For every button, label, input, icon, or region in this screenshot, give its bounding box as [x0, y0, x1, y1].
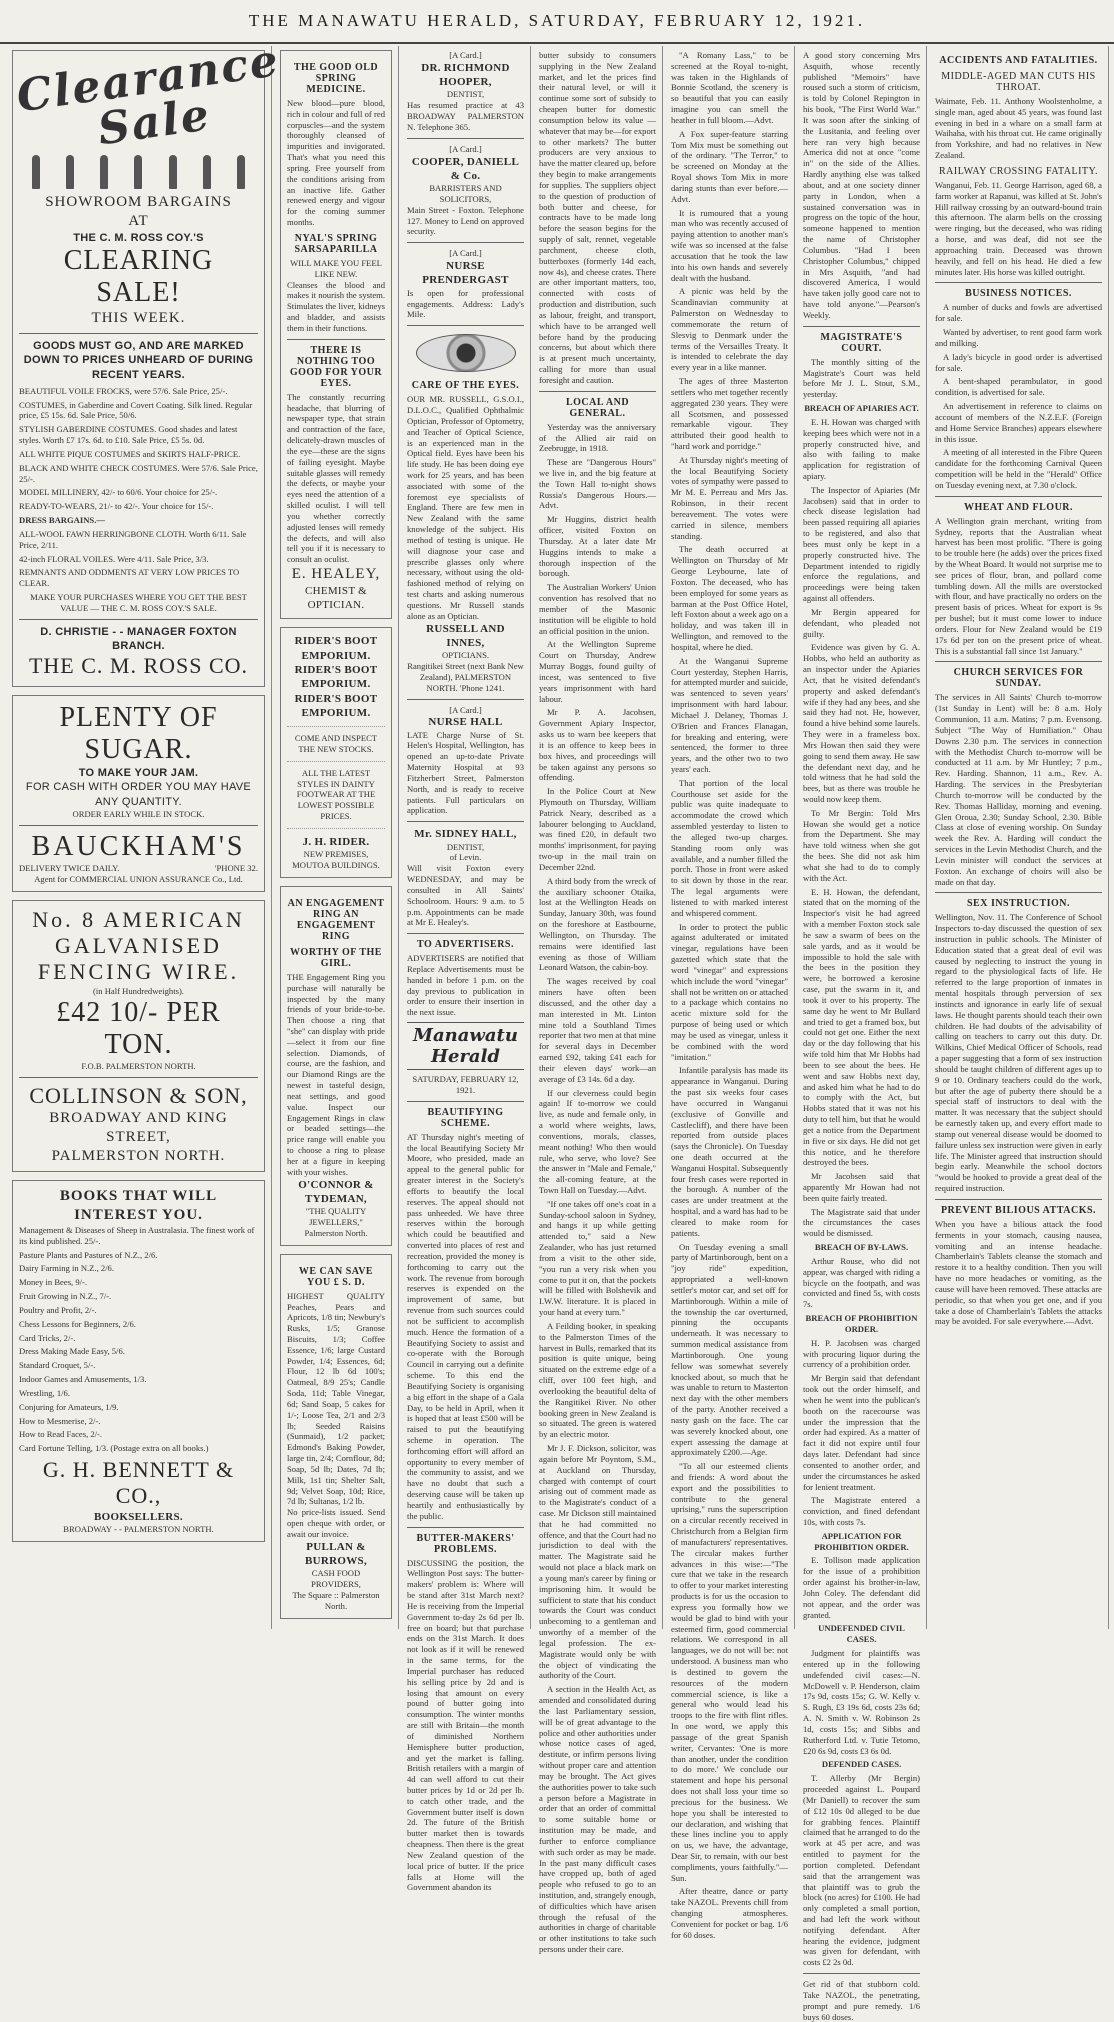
russell-address: Rangitikei Street (next Bank New Zealand), PALMERSTON NORTH. 'Phone 1241.: [407, 661, 524, 693]
book-list: [19, 1225, 258, 1454]
news-item: A section in the Health Act, as amended and consolidated during the last Parliamentary session, will be of great advantage to the police and other authorities under whose notice cases of aged, destitute, or infirm persons living without proper care and attention may be brought. The Act gives the authorities power to take such a person before a Magistrate in order that an order of committal to some suitable home or institution may be made, and further to enforce compliance with such order as may be made. In the past many difficult cases have cropped up, both of aged people who refused to go to an institution, and, strangely enough, of difficulties which have arisen through the refusal of the authorities in charge of charitable or other institutions to take such persons under their care.: [539, 1684, 656, 1955]
news-item: The wages received by coal miners have often been discussed, and the other day a man interested in Mt. Linton mine told a Southland Times reporter that two men at that mine for several days in December earned £92, taking £41 each for their eleven days' work—an average of £3 14s. 6d a day.: [539, 976, 656, 1084]
eyes-heading: THERE IS NOTHING TOO GOOD FOR YOUR EYES.: [289, 344, 383, 389]
column-4: [533, 46, 663, 1955]
barristers: BARRISTERS AND SOLICITORS,: [429, 183, 502, 204]
save-heading: WE CAN SAVE YOU £ S. D.: [298, 1265, 374, 1288]
herald-nameplate: Manawatu Herald: [407, 1022, 524, 1070]
accidents-heading: ACCIDENTS AND FATALITIES.: [939, 55, 1098, 66]
news-item: "If one takes off one's coat in a Sunday-school saloon in Sydney, and hangs it up while getting attended to," said a New Zealander, who has just returned from a visit to the other side, "you run a very risk when you come to put it on, that the pockets will be filled with Bolshevik and I.W.W. literature. It is placed in your hand at every turn.": [539, 1198, 656, 1318]
opticians: OPTICIANS.: [441, 650, 490, 661]
column-1: [6, 35, 283, 1629]
court-item: The monthly sitting of the Magistrate's Court was held before Mr J. L. Stout, S.M., yesterday.: [803, 356, 920, 400]
to-advertisers: TO ADVERTISERS.: [417, 939, 514, 951]
news-item: On Tuesday evening a small party of Martinborough, bent on a "joy ride" expedition, appropriated a well-known settler's motor car, and set off for Martinborough. Within a mile of the township the car overturned, pinning the occupants underneath. It was necessary to summon medical assistance from Martinborough. One young fellow was somewhat severely knocked about, so much that he was unable to return to Masterton next day with the other members of the party. Another received a nasty gash on the face. The car was severely knocked about, one expert assessing the damage at approximately £200.—Age.: [671, 1241, 788, 1458]
spring-medicine-heading: THE GOOD OLD SPRING MEDICINE.: [293, 62, 379, 95]
court-subhead: DEFENDED CASES.: [821, 1759, 902, 1770]
sale-item: ALL-WOOL FAWN HERRINGBONE CLOTH. Worth 6/11. Sale Price, 2/11.: [19, 528, 247, 550]
notice-item: A bent-shaped perambulator, in good condition, is advertised for sale.: [935, 376, 1102, 398]
sale-item: 42-inch FLORAL VOILES. Were 4/11. Sale Price, 3/3.: [19, 553, 209, 564]
sex-instruction-heading: SEX INSTRUCTION.: [966, 898, 1071, 910]
book-item: Wrestling, 1/6.: [19, 1387, 70, 1398]
news-item: Yesterday was the anniversary of the Allied air raid on Zeebrugge, in 1918.: [539, 421, 656, 454]
jh-rider: J. H. RIDER.: [302, 835, 370, 848]
nyals-body: Cleanses the blood and makes it nourish the system. Stimulates the liver, kidneys and bladder, and assists them in their functions.: [287, 279, 385, 333]
news-item: Mr J. F. Dickson, solicitor, was again before Mr Poyntom, S.M., at Auckland on Thursday, charged with contempt of court arising out of comment made as to the Magistrate's conduct of a case. Mr Dickson still maintained that he had committed no offence, and that the Court had no jurisdiction to deal with the matter. The Magistrate said he would not place a black mark on a young man's career by fining or imprisoning him. It would be sufficient to state that his conduct towards the Court was conduct unbecoming to a gentleman and unworthy of a member of the legal profession. The ex-Magistrate would only be with the object of vindicating the authority of the Court.: [539, 1443, 657, 1681]
broadway-king: BROADWAY AND KING STREET,: [49, 1110, 228, 1145]
news-item: These are "Dangerous Hours" we live in, and the big feature at the Town Hall to-night shows Russia's Dangerous Hours.—Advt.: [539, 457, 656, 511]
news-item: It is rumoured that a young man who was recently accused of paying attention to another man's wife was so incensed at the false accusation that he took the law into his own hands and severely dealt with the husband.: [671, 207, 788, 283]
court-subhead: BREACH OF PROHIBITION ORDER.: [805, 1313, 918, 1334]
court-item: Evidence was given by G. A. Hobbs, who held an authority as an inspector under the Apiaries Act, that he visited defendant's property and asked defendant's wife if they had any bees, and she said they had not. He, however, found a hive behind some laurels. They were in a frameless box. Mrs Howan then said they were going to send them away. He saw the defendant next day, and he told witness that he had sold the bees, but as there was trouble he would now keep them.: [803, 642, 920, 804]
this-week: THIS WEEK.: [91, 310, 186, 327]
court-subhead: UNDEFENDED CIVIL CASES.: [818, 1623, 905, 1645]
column-3: [401, 46, 531, 1893]
column-2: [274, 46, 399, 1629]
rider-ad: [280, 627, 392, 878]
nazol-ad: Get rid of that stubborn cold. Take NAZOL, the penetrating, prompt and pure remedy. 1/6 buys 60 doses.: [803, 1979, 920, 2022]
court-item: The Inspector of Apiaries (Mr Jacobsen) said that in order to check disease legislation had been passed requiring all apiaries to be registered, and also that bees must only be kept in a properly constructed hive. The Department intended to rigidly enforce the regulations, and proceedings were being taken against all offenders.: [803, 484, 920, 604]
plenty-of-sugar: PLENTY OF SUGAR.: [59, 701, 218, 765]
column-5: [665, 46, 795, 1940]
russell-innes: RUSSELL AND INNES,: [426, 622, 505, 649]
make-purchases: MAKE YOUR PURCHASES WHERE YOU GET THE BEST VALUE — THE C. M. ROSS COY.'S SALE.: [30, 592, 247, 613]
lowest-prices: LOWEST POSSIBLE PRICES.: [297, 800, 375, 822]
nyals-heading: NYAL'S SPRING SARSAPARILLA: [294, 232, 378, 255]
nurse-hall-body: LATE Charge Nurse of St. Helen's Hospital, Wellington, has opened an up-to-date Private Maternity Hospital at 93 Fitzherbert Street, Palmerston North, and is ready to receive patients. Full particulars on application.: [407, 729, 524, 816]
news-item: Mr P. A. Jacobsen, Government Apiary Inspector, asks us to warn bee keepers that it is an offence to keep bees in box hives, and proceedings will be taken against any persons so offending.: [539, 707, 656, 783]
court-item: T. Allerby (Mr Bergin) proceeded against L. Poupard (Mr Daniell) to recover the sum of £12 10s 0d alleged to be due for grabbing fences. Plaintiff claimed that he arranged to do the work at 45 per acre, and was entitled to payment for the portion completed. Defendant said that the arrangement was that plaintiff was to grub the block (no acres) for £100. He had only completed a small portion, and had left the work without notifying defendant. After hearing the evidence, judgment was given for defendant, with costs £2 2s 0d.: [803, 1773, 920, 1968]
book-item: Dairy Farming in N.Z., 2/6.: [19, 1263, 114, 1274]
magistrates-court-body: [803, 357, 920, 1968]
masthead: [0, 0, 1114, 44]
column-5-body: [671, 50, 788, 1941]
sale-item: BLACK AND WHITE CHECK COSTUMES. Were 57/6. Sale Price, 25/-.: [19, 462, 258, 484]
sidney-hall: Mr. SIDNEY HALL,: [414, 828, 517, 841]
collinson-ad: [12, 900, 265, 1173]
cooper-daniell: COOPER, DANIELL & Co.: [411, 155, 520, 182]
notice-item: Wanted by advertiser, to rent good farm work and milking.: [935, 327, 1102, 348]
butter-body: DISCUSSING the position, the Wellington Post says: The butter-makers' problem is: Where will be stand after 31st March next? He is receiving from the Imperial Government to-day 2s 6d per lb. free on board; but that purchase ends on the 31st March. It does not look as if it will be renewed in the same terms, for the Imperial purchaser has reduced his selling price by 2d and is losing that amount on every pound of butter going into consumption. The winter months are still with Britain—the month of diminished Northern Hemisphere butter production, and yet the market is falling. British retailers with a margin of 4d can well afford to cut their butter prices by 1d or 2d per lb. to catch other trade, and the Government butter itself is down 2d. The future of the British butter market then is towards cheapness. Then there is the great New Zealand question of the local price of butter. If the price falls at Home will the Government abandon its: [407, 1557, 524, 1893]
rider-emporium-3: RIDER'S BOOT EMPORIUM.: [294, 692, 378, 719]
oconnor-tydeman: O'CONNOR & TYDEMAN,: [298, 1178, 374, 1205]
court-subhead: BREACH OF BY-LAWS.: [814, 1242, 909, 1253]
sale-item: STYLISH GABERDINE COSTUMES. Good shades and latest styles. Worth £7 17s. 6d. to £10. Sale Price, £5 5s. 0d.: [19, 424, 238, 446]
sale-item: READY-TO-WEARS, 21/- to 42/-. Your choice for 15/-.: [19, 501, 214, 512]
court-item: Judgment for plaintiffs was entered up in the following undefended civil cases:—N. McDowell v. P. Henderson, claim 17s 9d, costs 15s; G. W. Kelly v. S. Rugh, £3 19s 6d, costs 23s 6d; A. N. Smith v. W. Robinson 2s 1d, costs 15s; and Sibbs and Rutherford Ltd. v. Tutie Tetomo, £20 6s 9d, costs £3 6s 0d.: [803, 1648, 920, 1756]
wheat-flour-heading: WHEAT AND FLOUR.: [963, 501, 1074, 513]
news-item: A picnic was held by the Scandinavian community at Palmerston on Wednesday to commemorate the return of Slesvig to Denmark under the terms of the Versailles Treaty. It is intended to celebrate the day every year in a like manner.: [671, 286, 788, 373]
news-item: Infantile paralysis has made its appearance in Wanganui. During the past six weeks four cases have occurred in Wanganui (exclusive of Gonville and Castlecliff), and there have been reported from outside places (says the Chronicle). On Tuesday one death occurred at the Wanganui Hospital. Subsequently four fresh cases were reported in the borough. A number of the cases are under treatment at the hospital, and a ward has had to be cleared to make room for patients.: [671, 1065, 788, 1238]
column-7: [929, 46, 1109, 1629]
book-item: Pasture Plants and Pastures of N.Z., 2/6.: [19, 1249, 158, 1260]
notice-item: A number of ducks and fowls are advertised for sale.: [935, 302, 1102, 324]
news-item: After theatre, dance or party take NAZOL. Prevents chill from changing atmospheres. Convenient for pocket or bag. 1/6 for 60 doses.: [671, 1886, 788, 1940]
butter-continued: butter subsidy to consumers supplying in the New Zealand market, and let the prices find their natural level, or will it continue some sort of subsidy to cheapen butter for domestic consumption below its value —whatever that may be—for export to other markets? The butter producers are very anxious to have the matter cleared up, before they begin to make arrangements for supplies. The suppliers object to the question of production of both butter and cheese, for contracts have to be made long before the season begins for the supply of salt, rennet, vegetable parchment, cheese cloth, butterboxes (formerly 14d each, now 4s), and cheese crates. There are other important matters, too, connected with costs of production and distribution, such as labour, freight, and transport, which have to be arranged well before hand by the producing concerns, but about which there is at present much uncertainty, calling for more than usual foresight and caution.: [539, 50, 656, 385]
sale-item: COSTUMES, in Gaberdine and Covert Coating. Silk lined. Regular price, £5 15s. 6d. Sale Price, 50/6.: [19, 399, 253, 421]
news-item: That portion of the local Courthouse set aside for the public was quite inadequate to accommodate the crowd which assembled yesterday to listen to the alleged two-up charges. Standing room only was available, and a number filled the porch. Those in front were asked to sit down by those in the rear. The legal arguments were listened to with marked interest and whispered comment.: [671, 777, 788, 918]
book-item: Money in Bees, 9/-.: [19, 1277, 88, 1288]
engagement-body: THE Engagement Ring you purchase will naturally be inspected by the many friends of your bride-to-be. Then choose a ring that "she" can display with pride—select it from our fine selection. Diamonds, of course, are the fashion, and our Diamond Rings are the newest in tasteful design, neat settings, and good value. Inspect our Engagement Rings in claw or beaded settings—the price range will enable you to choose a ring to please her at a figure in keeping with your wishes.: [287, 971, 385, 1177]
card-label: [A Card.]: [449, 50, 482, 60]
court-subhead: BREACH OF APIARIES ACT.: [804, 403, 919, 414]
nyals-sub: WILL MAKE YOU FEEL LIKE NEW.: [290, 257, 382, 279]
news-item: At Thursday night's meeting of the local Beautifying Society votes of sympathy were passed to Mr M. E. Perreau and Mrs Jas. Robinson, in their recent bereavement. The votes were carried in silence, members standing.: [671, 454, 788, 541]
nurse-prendergast: NURSE PRENDERGAST: [422, 260, 509, 287]
order-early: ORDER EARLY WHILE IN STOCK.: [72, 808, 205, 819]
collinson-son: COLLINSON & SON,: [29, 1082, 248, 1108]
healey-name: E. HEALEY,: [291, 565, 381, 582]
hooper-body: Has resumed practice at 43 BROADWAY PALMERSTON N. Telephone 365.: [407, 100, 524, 132]
news-item: The Australian Workers' Union convention has resolved that no member of the Masonic institution will be eligible to hold an official position in the union.: [539, 582, 656, 636]
book-item: Poultry and Profit, 2/-.: [19, 1304, 97, 1315]
prendergast-body: Is open for professional engagements. Address: Lady's Mile.: [407, 287, 524, 320]
agent-commercial-union: Agent for COMMERCIAL UNION ASSURANCE Co., Ltd.: [34, 873, 243, 884]
rider-emporium-2: RIDER'S BOOT EMPORIUM.: [294, 663, 378, 691]
book-item: Standard Croquet, 5/-.: [19, 1360, 96, 1371]
ross-co-name: THE C. M. ROSS CO.: [28, 653, 249, 679]
showroom-bargains: SHOWROOM BARGAINS: [45, 194, 232, 210]
court-item: E. H. Howan, the defendant, stated that on the morning of the Inspector's visit he had agreed with a member Foxton stock sale he saw a swarm of bees on the sale yards, and as it would be impossible to hold the sale with the bees in the position they were, he borrowed a kerosine case, put the swarm in it, and took it over to his property. The same day he went to Mr Bullard and tried to get a framed box, but could not get one. Either the next day or the day following that his wife told him that Mr Hobbs had been to see about the bees. He went and saw Hobbs next day, and asked him what he had to do to comply with the Act, but Hobbs stated that it was not his duty to tell him, but that he would get a notice from the Department in five or six days. He did not get this notice, and he therefore destroyed the bees.: [803, 886, 920, 1168]
church-services-body: The services in All Saints' Church to-morrow (1st Sunday in Lent) will be: 8 a.m. Holy Communion, 11 a.m. Matins; 7 p.m. Evensong. Subject "The Way of Humiliation." Ohau Downs 2.30 p.m. The services in connection with the Methodist Church to-morrow will be conducted at 11 a.m. by Mr Huntley; 7 p.m., Rev. Harding. Shannon, 11 a.m., Rev. A. Harding. The services in the Presbyterian Church to-morrow will be conducted by the Rev. Thomas Halliday, morning and evening. Glen Oroua, 2.30; Sunday School, 2.30. Bible Class at close of evening worship. On Sunday week the Rev. A. Harding will conduct the services in the Levin Methodist Church, and the Levin minister will conduct the services at Foxton. An exchange of choirs will also be made on that day.: [935, 692, 1102, 887]
book-item: Dress Making Made Easy, 5/6.: [19, 1346, 125, 1357]
card-label: [A Card.]: [449, 248, 482, 259]
of-levin: of Levin.: [449, 852, 482, 863]
court-item: Mr Bergin said that defendant took out the order himself, and when he went into the publican's booth on the racecourse was under the impression that the order had expired. As a matter of fact it did not expire until four days later. Defendant had since consented to another order, and under the circumstances he asked for lenient treatment.: [803, 1373, 920, 1492]
manager-foxton: D. CHRISTIE - - MANAGER FOXTON BRANCH.: [40, 625, 237, 653]
business-notices-heading: BUSINESS NOTICES.: [965, 288, 1072, 300]
make-your-jam: TO MAKE YOUR JAM.: [78, 767, 199, 780]
clearing-sale-heading: CLEARING SALE!: [63, 244, 214, 308]
eye-illustration: [416, 334, 516, 372]
nurse-hall: NURSE HALL: [428, 716, 503, 729]
card-label: [A Card.]: [449, 704, 482, 715]
come-inspect: COME AND INSPECT THE NEW STOCKS.: [294, 733, 378, 754]
at-label: AT: [128, 212, 149, 229]
magistrates-court-heading: MAGISTRATE'S COURT.: [820, 331, 903, 354]
court-item: To Mr Bergin: Told Mrs Howan she would get a notice from the Department. She may have told witness when she got the bees. She did not ask him what she had to do to comply with the Act.: [803, 807, 920, 883]
bennett-name: G. H. BENNETT & CO.,: [42, 1457, 235, 1509]
news-item: "To all our esteemed clients and friends: A word about the export and the possibilities to contribute to the general uprising," runs the superscription on a circular recently received in Christchurch from a Belgian firm of manufacturers' representatives. The circular makes further advances in this wise:—"The cure that we take in the research to offer to your market interesting products is for us the occasion to express you formally how we would be glad to bind with your esteemed firm, good commercial relations. We correspond in all languages, we do not will be: not understood. A business man who is destined to govern the resources of the modern commercial science, is like a general who would lead his troops to the fire with flint rifles. In one word, we apply this passage of the great Spanish writer, Cervantes: 'One is more than another, under the condition to do more.' We conclude our statement and hope his personal does not shall loss your time so precious for the business. We hope you shall be interested to our declaration, and wishing that these lines incline you to apply on us, we have, the advantage, Dear Sir, to remain, with our best compliments, yours faithfully."—Sun.: [671, 1461, 788, 1883]
ross-coys: THE C. M. ROSS COY.'S: [73, 231, 204, 244]
herald-date: SATURDAY, FEBRUARY 12, 1921.: [412, 1074, 519, 1095]
healey-ad: [280, 50, 392, 619]
local-general-body: [539, 422, 656, 1955]
spring-medicine-body: New blood—pure blood, rich in colour and full of red corpuscles—and the system thoroughly cleansed of impurities and invigorated. That's what you need this spring. Free yourself from the conditions arising from an inactive life. Gather renewed energy and vigour for the coming summer months.: [287, 98, 385, 228]
worthy-of-girl: WORTHY OF THE GIRL.: [290, 946, 382, 969]
news-item: A Fox super-feature starring Tom Mix must be something out of the ordinary. "The Terror," to be screened on Monday at the Royal shows Tom Mix in more daring stunts than ever before.—Advt.: [671, 128, 788, 204]
cash-with-order: FOR CASH WITH ORDER YOU MAY HAVE ANY QUANTITY.: [25, 781, 252, 808]
care-of-eyes: CARE OF THE EYES.: [411, 380, 520, 392]
rider-emporium-1: RIDER'S BOOT EMPORIUM.: [294, 635, 378, 662]
hooper-name: DR. RICHMOND HOOPER,: [421, 61, 510, 89]
sale-item: BEAUTIFUL VOILE FROCKS, were 57/6. Sale Price, 25/-.: [19, 385, 228, 396]
sale-items: [19, 386, 258, 589]
railway-body: Wanganui, Feb. 11. George Harrison, aged 68, a farm worker at Rapanui, was killed at St. John's Hill railway crossing by an outward-bound train this afternoon. The alarm bells on the crossing were ringing, but the deceased, who was riding a horse, and was deaf, did not see the approaching train. Deceased was thrown heavily, and fell on his head. He died a few minutes later. His horse was killed outright.: [935, 179, 1102, 277]
column-6: [797, 46, 927, 2022]
news-item: A third body from the wreck of the auxiliary schooner Otaika, lost at the Wellington Heads on Sunday, January 30th, was found on the foreshore at Eastbourne, Wellington, on Thursday. The remains were identified last evening as those of William Leonard Watson, the cabin-boy.: [539, 875, 656, 973]
court-item: Arthur Rouse, who did not appear, was charged with riding a bicycle on the footpath, and was convicted and fined 5s, with costs 7s.: [803, 1255, 920, 1310]
local-general-heading: LOCAL AND GENERAL.: [565, 396, 630, 419]
court-item: Mr Jacobsen said that apparently Mr Howan had not been quite fairly treated.: [803, 1171, 920, 1203]
fob-palmerston: F.O.B. PALMERSTON NORTH.: [81, 1061, 196, 1072]
russell-body: OUR MR. RUSSELL, G.S.O.I., D.L.O.C., Qualified Ophthalmic Optician, Professor of Optometry, and Teacher of Optical Science, is an experienced man in the Optical field. Eyes have been his life study. He has been doing eye work for 25 years, and has been associated with some of the foremost eye specialists of England. There are few men in New Zealand with the same knowledge of the subject. His method of testing is unique. He will diagnose your case and prescribe glasses only where necessary, without using the old-fashioned method of relying on test charts and asking numerous questions. Mr Russell stands alone as an Optician.: [407, 394, 524, 621]
hooper-dentist: DENTIST,: [446, 89, 485, 100]
booksellers: BOOKSELLERS.: [94, 1510, 183, 1523]
price-per-ton: £42 10/- PER TON.: [56, 996, 221, 1060]
quality-jewellers: "THE QUALITY JEWELLERS,": [305, 1206, 367, 1228]
the-square: The Square :: Palmerston North.: [292, 1589, 380, 1611]
palmerston-label: Palmerston North.: [304, 1227, 368, 1238]
moutoa-buildings: MOUTOA BUILDINGS.: [292, 860, 380, 871]
book-item: Fruit Growing in N.Z., 7/-.: [19, 1291, 112, 1302]
church-services-heading: CHURCH SERVICES FOR SUNDAY.: [953, 667, 1084, 690]
sale-item: REMNANTS AND ODDMENTS AT VERY LOW PRICES TO CLEAR.: [19, 567, 240, 589]
palmerston-north: PALMERSTON NORTH.: [51, 1147, 226, 1164]
bennett-address: BROADWAY - - PALMERSTON NORTH.: [63, 1524, 214, 1535]
news-item: In the Police Court at New Plymouth on Thursday, William Patrick Neary, described as a labourer belonging to Auckland, was fined £20, in default two months' imprisonment, for paying two-up in the mail train on December 22nd.: [539, 786, 656, 872]
notice-item: A meeting of all interested in the Fibre Queen candidate for the forthcoming Carnival Queen competition will be held in the "Herald" Office on Tuesday evening next, at 7.30 o'clock.: [935, 447, 1102, 490]
news-item: A Feilding booker, in speaking to the Palmerston Times of the harvest in Bulls, remarked that its position is quite unique, being situated on the extreme edge of a cliff, over 100 feet high, and overlooking the beautiful delta of the Rangitikei River. No other booking green in New Zealand is so situated. The green is watered by an electric motor.: [539, 1320, 656, 1440]
book-item: Conjuring for Amateurs, 1/9.: [19, 1401, 119, 1412]
middle-aged-heading: MIDDLE-AGED MAN CUTS HIS THROAT.: [941, 71, 1096, 93]
pullan-burrows: PULLAN & BURROWS,: [305, 1540, 367, 1568]
delivery-twice-daily: DELIVERY TWICE DAILY.: [19, 862, 120, 873]
new-premises: NEW PREMISES,: [303, 849, 369, 860]
cash-food: CASH FOOD PROVIDERS,: [311, 1568, 361, 1590]
court-item: E. Tollison made application for the issue of a prohibition order against his brother-in-law, John Coley. The defendant did not appear, and the order was granted.: [803, 1555, 920, 1620]
court-item: The Magistrate said that under the circumstances the cases would be dismissed.: [803, 1206, 920, 1239]
ross-clearance-ad: [12, 35, 283, 687]
court-item: Mr Bergin appeared for defendant, who pleaded not guilty.: [803, 606, 920, 639]
card-label: [A Card.]: [449, 143, 482, 154]
book-item: Indoor Games and Amusements, 1/3.: [19, 1374, 147, 1385]
beautifying-body: AT Thursday night's meeting of the local Beautifying Society Mr Moore, who presided, made an appeal to the general public for greater interest in the Society's efforts to beautify the local reserves. The appeal should not pass unheeded. We have three reserves within the borough which could be beautified and converted into places of rest and recreation, provided the money is forthcoming to carry out the work. The revenue from borough reserves is expended on the improvement of same, but revenue from such sources could not be sufficient to accomplish much. Hence the formation of a Beautifying Society to assist and co-operate with the Borough Council in carrying out a definite scheme. To this end the Beautifying Society is organising a big effort in the shape of a Gala Day, to be held in April, when it is hoped that at least £500 will be raised to put the beautifying scheme in operation. The forthcoming effort will afford an opportunity to every member of the community to assist, and we have no doubt that such a deserving cause will be taken up heartily and enthusiastically by the public.: [407, 1131, 524, 1521]
save-body: HIGHEST QUALITY Peaches, Pears and Apricots, 1/8 tin; Newbury's Rusks, 1/5; Granose Biscuits, 1/3; Coffee Essence, 1/6; large Custard Powder, 1/4; Essences, 6d; Flour, 12 lb 6d 100's; Oatmeal, 8/9 25's; Candle Soda, 11d; Table Vinegar, 6d; Sand Soap, 5 cakes for 1/-; Loose Tea, 2/1 and 2/3 lb; Seeded Raisins (Sunmaid), 1/2 packet; Edmond's Baking Powder, large tin, 2/4; Cornflour, 8d; Soap, 5d lb; Dates, 7d lb; Milk, 1s1 tin; Shelter Salt, 9d; Velvet Soap, 10d; Rice, 7d lb; Sultanas, 1/2 lb.: [287, 1290, 385, 1507]
business-notices-body: [935, 302, 1102, 490]
book-item: How to Mesmerise, 2/-.: [19, 1415, 101, 1426]
beautifying-heading: BEAUTIFYING SCHEME.: [427, 1106, 504, 1129]
book-item: How to Read Faces, 2/-.: [19, 1429, 103, 1440]
middle-aged-body: Waimate, Feb. 11. Anthony Woolstenholme, a single man, aged about 45 years, was found last evening in bed in a whare on a small farm at Waihaha, with his throat cut. He came originally from Yorkshire, and had no relatives in New Zealand.: [935, 96, 1102, 161]
book-item: Management & Diseases of Sheep in Australasia. The finest work of its kind published. 25/-.: [19, 1224, 255, 1246]
notice-item: A lady's bicycle in good order is advertised for sale.: [935, 351, 1102, 373]
phone-number: 'PHONE 32.: [214, 862, 258, 873]
engagement-ring-heading: AN ENGAGEMENT RING AN ENGAGEMENT RING: [287, 897, 385, 942]
news-item: The death occurred at Wellington on Thursday of Mr George Leybourne, late of Foxton. The deceased, who has been employed for some years as barman at the Post Office Hotel, left Foxton about a week ago on a holiday, and was taken ill in Wellington, and removed to the hospital, where he died.: [671, 544, 788, 652]
bilious-body: When you have a bilious attack the food ferments in your stomach, causing nausea, vomiting and an intense headache. Chamberlain's Tablets cleanse the stomach and restore it to a healthy condition. Then you will have no more headaches or vomiting, as the cause will have been removed. These attacks are periodic, so that when you get one, and if you take a dose of Chamberlain's Tablets the attacks may be avoided. For sale everywhere.—Advt.: [935, 1218, 1102, 1327]
pullan-ad: [280, 1254, 392, 1619]
book-item: Card Tricks, 2/-.: [19, 1332, 76, 1343]
news-item: If our cleverness could begin again! If to-morrow we could live, as nude and female only, in a world where weights, laws, conventions, morals, classes, meant nothing! Who then would rule, who serve, who love? See the answer in "Male and Female," the all-coming feature, at the Town Hall on Tuesday.—Advt.: [539, 1087, 656, 1195]
save-footer: No price-lists issued. Send open cheque with order, or await our invoice.: [287, 1507, 385, 1539]
court-subhead: APPLICATION FOR PROHIBITION ORDER.: [814, 1530, 909, 1552]
butter-heading: BUTTER-MAKERS' PROBLEMS.: [416, 1532, 515, 1555]
sidney-dentist: DENTIST,: [446, 841, 485, 852]
asquith-story: A good story concerning Mrs Asquith, whose recently published "Memoirs" have roused such a storm of criticism, is told by Colonel Repington in his book, "The First World War." It was soon after the sinking of the Lusitania, and feeling over here ran very high because America did not at once "come in" on the side of the Allies. Hardly anything else was talked about, and at one society dinner party in London, when a sustained conversation was in progress on the topic of the hour, someone happened to mention the name of Christopher Columbus. "Had I been Christopher Columbus," chipped in Mrs Asquith, "and had discovered America, I would have taken jolly good care not to have told anyone."—Pearson's Weekly.: [803, 50, 920, 320]
news-item: The ages of three Masterton settlers who met together recently aggregated 230 years. They were all Scotsmen, and possessed remarkable vigour. They attributed their good health to "hard work and porridge.": [671, 376, 788, 451]
latest-styles: ALL THE LATEST STYLES IN DAINTY FOOTWEAR AT THE: [296, 767, 376, 800]
wheat-flour-body: A Wellington grain merchant, writing from Sydney, reports that the Australian wheat harvest has been most prolific. "There is going to be trouble here (he adds) over the prices fixed by the Wheat Board. It would not surprise me to see prices of flour, bran, and pollard come tumbling down. All the mills are overstocked with flour, and have practically no orders on the present basis of prices. Wheat for export is 9s per bushel; but it must come lower to induce orders. Flour for New Zealand would be £19 17s 6d per ton on the present price of wheat. This is a substantial fall since 1st January.": [935, 515, 1102, 656]
sale-item: DRESS BARGAINS.—: [19, 515, 105, 526]
news-item: In order to protect the public against adulterated or imitated vinegar, regulations have been gazetted which state that the word "vinegar" and expressions which include the word "vinegar" shall not be written on or attached to a package which contains no acetic mixture sold for the purpose of being used or which may be used as vinegar, unless it be combined with the word "imitation.": [671, 921, 788, 1062]
cooper-body: Main Street - Foxton. Telephone 127. Money to Lend on approved security.: [407, 204, 524, 237]
court-item: E. H. Howan was charged with keeping bees which were not in a properly constructed hive, and also with failing to make application for registration of apiary.: [803, 416, 920, 481]
notice-item: An advertisement in reference to claims on account of members of the N.Z.E.F. (Foreign and Home Service Branches) appears elsewhere in this issue.: [935, 401, 1102, 444]
masthead-title: THE MANAWATU HERALD, SATURDAY, FEBRUARY 12, 1921.: [248, 11, 866, 30]
book-item: Card Fortune Telling, 1/3. (Postage extra on all books.): [19, 1443, 209, 1454]
advertisers-body: ADVERTISERS are notified that Replace Advertisements must be handed in before 1 p.m. on the day previous to publication in order to ensure their insertion in the next issue.: [407, 953, 524, 1018]
half-hundredweights: (in Half Hundredweights).: [93, 985, 184, 996]
books-heading: BOOKS THAT WILL INTEREST YOU.: [59, 1188, 218, 1224]
clearance-sale-heading: Clearance Sale: [13, 35, 283, 156]
fencing-wire-heading: No. 8 AMERICAN GALVANISED FENCING WIRE.: [32, 906, 245, 985]
book-item: Chess Lessons for Beginners, 2/6.: [19, 1318, 136, 1329]
news-item: "A Romany Lass," to be screened at the Royal to-night, was taken in the Highlands of Bonnie Scotland, the scenery is so beautiful that you can easily imagine you can smell the heather in full bloom.—Advt.: [671, 50, 788, 125]
court-item: H. P. Jacobsen was charged with procuring liquor during the currency of a prohibition order.: [803, 1337, 920, 1370]
chemist-optician: CHEMIST & OPTICIAN.: [304, 584, 368, 612]
sex-instruction-body: Wellington, Nov. 11. The Conference of School Inspectors to-day discussed the question of sex instruction in public schools. The Minister of Education stated that a great deal of evil was caused by neglecting to instruct the young in regard to the physiological facts of life. He referred to the large proportion of inmates in mental hospitals through perversion of sex instincts and ignorance in early life of sexual laws. He thought parents should teach their own children. He had doubts of the advisability of calling on teachers to carry out this duty. Dr. Wilkins, Chief Medical Officer of Schools, read a paper suggesting that a form of sex instruction should be taught children of different ages up to 9 or 10. Ordinary teachers could do the work, but after the age of puberty there should be a special staff of instructors to deal with the matter. It was necessary that the subject should be earnestly taken up, and every effort made to stamp out venereal disease would be doomed to failure unless sex instruction were given in early life. The Minister agreed that instruction should begin early. Meanwhile the school doctors "would be hooked to provide a great deal of the required instruction.: [935, 912, 1102, 1194]
bauckhams-name: BAUCKHAM'S: [31, 830, 246, 862]
oconnor-ad: [280, 886, 392, 1246]
news-item: Mr Huggins, district health officer, visited Foxton on Thursday. At a later date Mr Huggins intends to make a thorough inspection of the borough.: [539, 514, 656, 579]
goods-must-go: GOODS MUST GO, AND ARE MARKED DOWN TO PRICES UNHEARD OF DURING RECENT YEARS.: [23, 339, 254, 381]
sidney-body: Will visit Foxton every WEDNESDAY, and may be consulted in All Saints' Schoolroom. Hours: 9 a.m. to 5 p.m. Appointments can be made at Mr E. Healey's.: [407, 863, 524, 928]
sale-item: ALL WHITE PIQUE COSTUMES and SKIRTS HALF-PRICE.: [19, 448, 241, 459]
bauckham-ad: [12, 695, 265, 892]
news-item: At the Wellington Supreme Court on Thursday, Andrew Murray Boggs, found guilty of incest, was sentenced to five years imprisonment with hard labour.: [539, 639, 656, 704]
news-item: At the Wanganui Supreme Court yesterday, Stephen Harris, for attempted murder and suicide, was sentenced to seven years' imprisonment with hard labour. Michael J. Delaney, Thomas J. O'Brien and Frances Flanagan, for breaking and entering, were sentenced, the former to three years, and the other two to two years' each.: [671, 655, 788, 774]
bilious-heading: PREVENT BILIOUS ATTACKS.: [940, 1204, 1097, 1216]
sale-item: MODEL MILLINERY, 42/- to 60/6. Your choice for 25/-.: [19, 487, 218, 498]
bennett-books-ad: [12, 1180, 265, 1541]
railway-heading: RAILWAY CROSSING FATALITY.: [939, 165, 1098, 177]
court-item: The Magistrate entered a conviction, and fined defendant 10s, with costs 7s.: [803, 1495, 920, 1527]
eyes-body: The constantly recurring headache, that blurring of newspaper type, that strain and contraction of the face, delicately-drawn muscles of the eye—these are the signs of failing eyesight. Maybe suitable glasses will remedy the defects, or maybe your eyes need the attention of a skilled oculist. I will tell you whether correctly adjusted lenses will remedy the defects, and will also tell you if it is necessary to consult an oculist.: [287, 391, 385, 565]
